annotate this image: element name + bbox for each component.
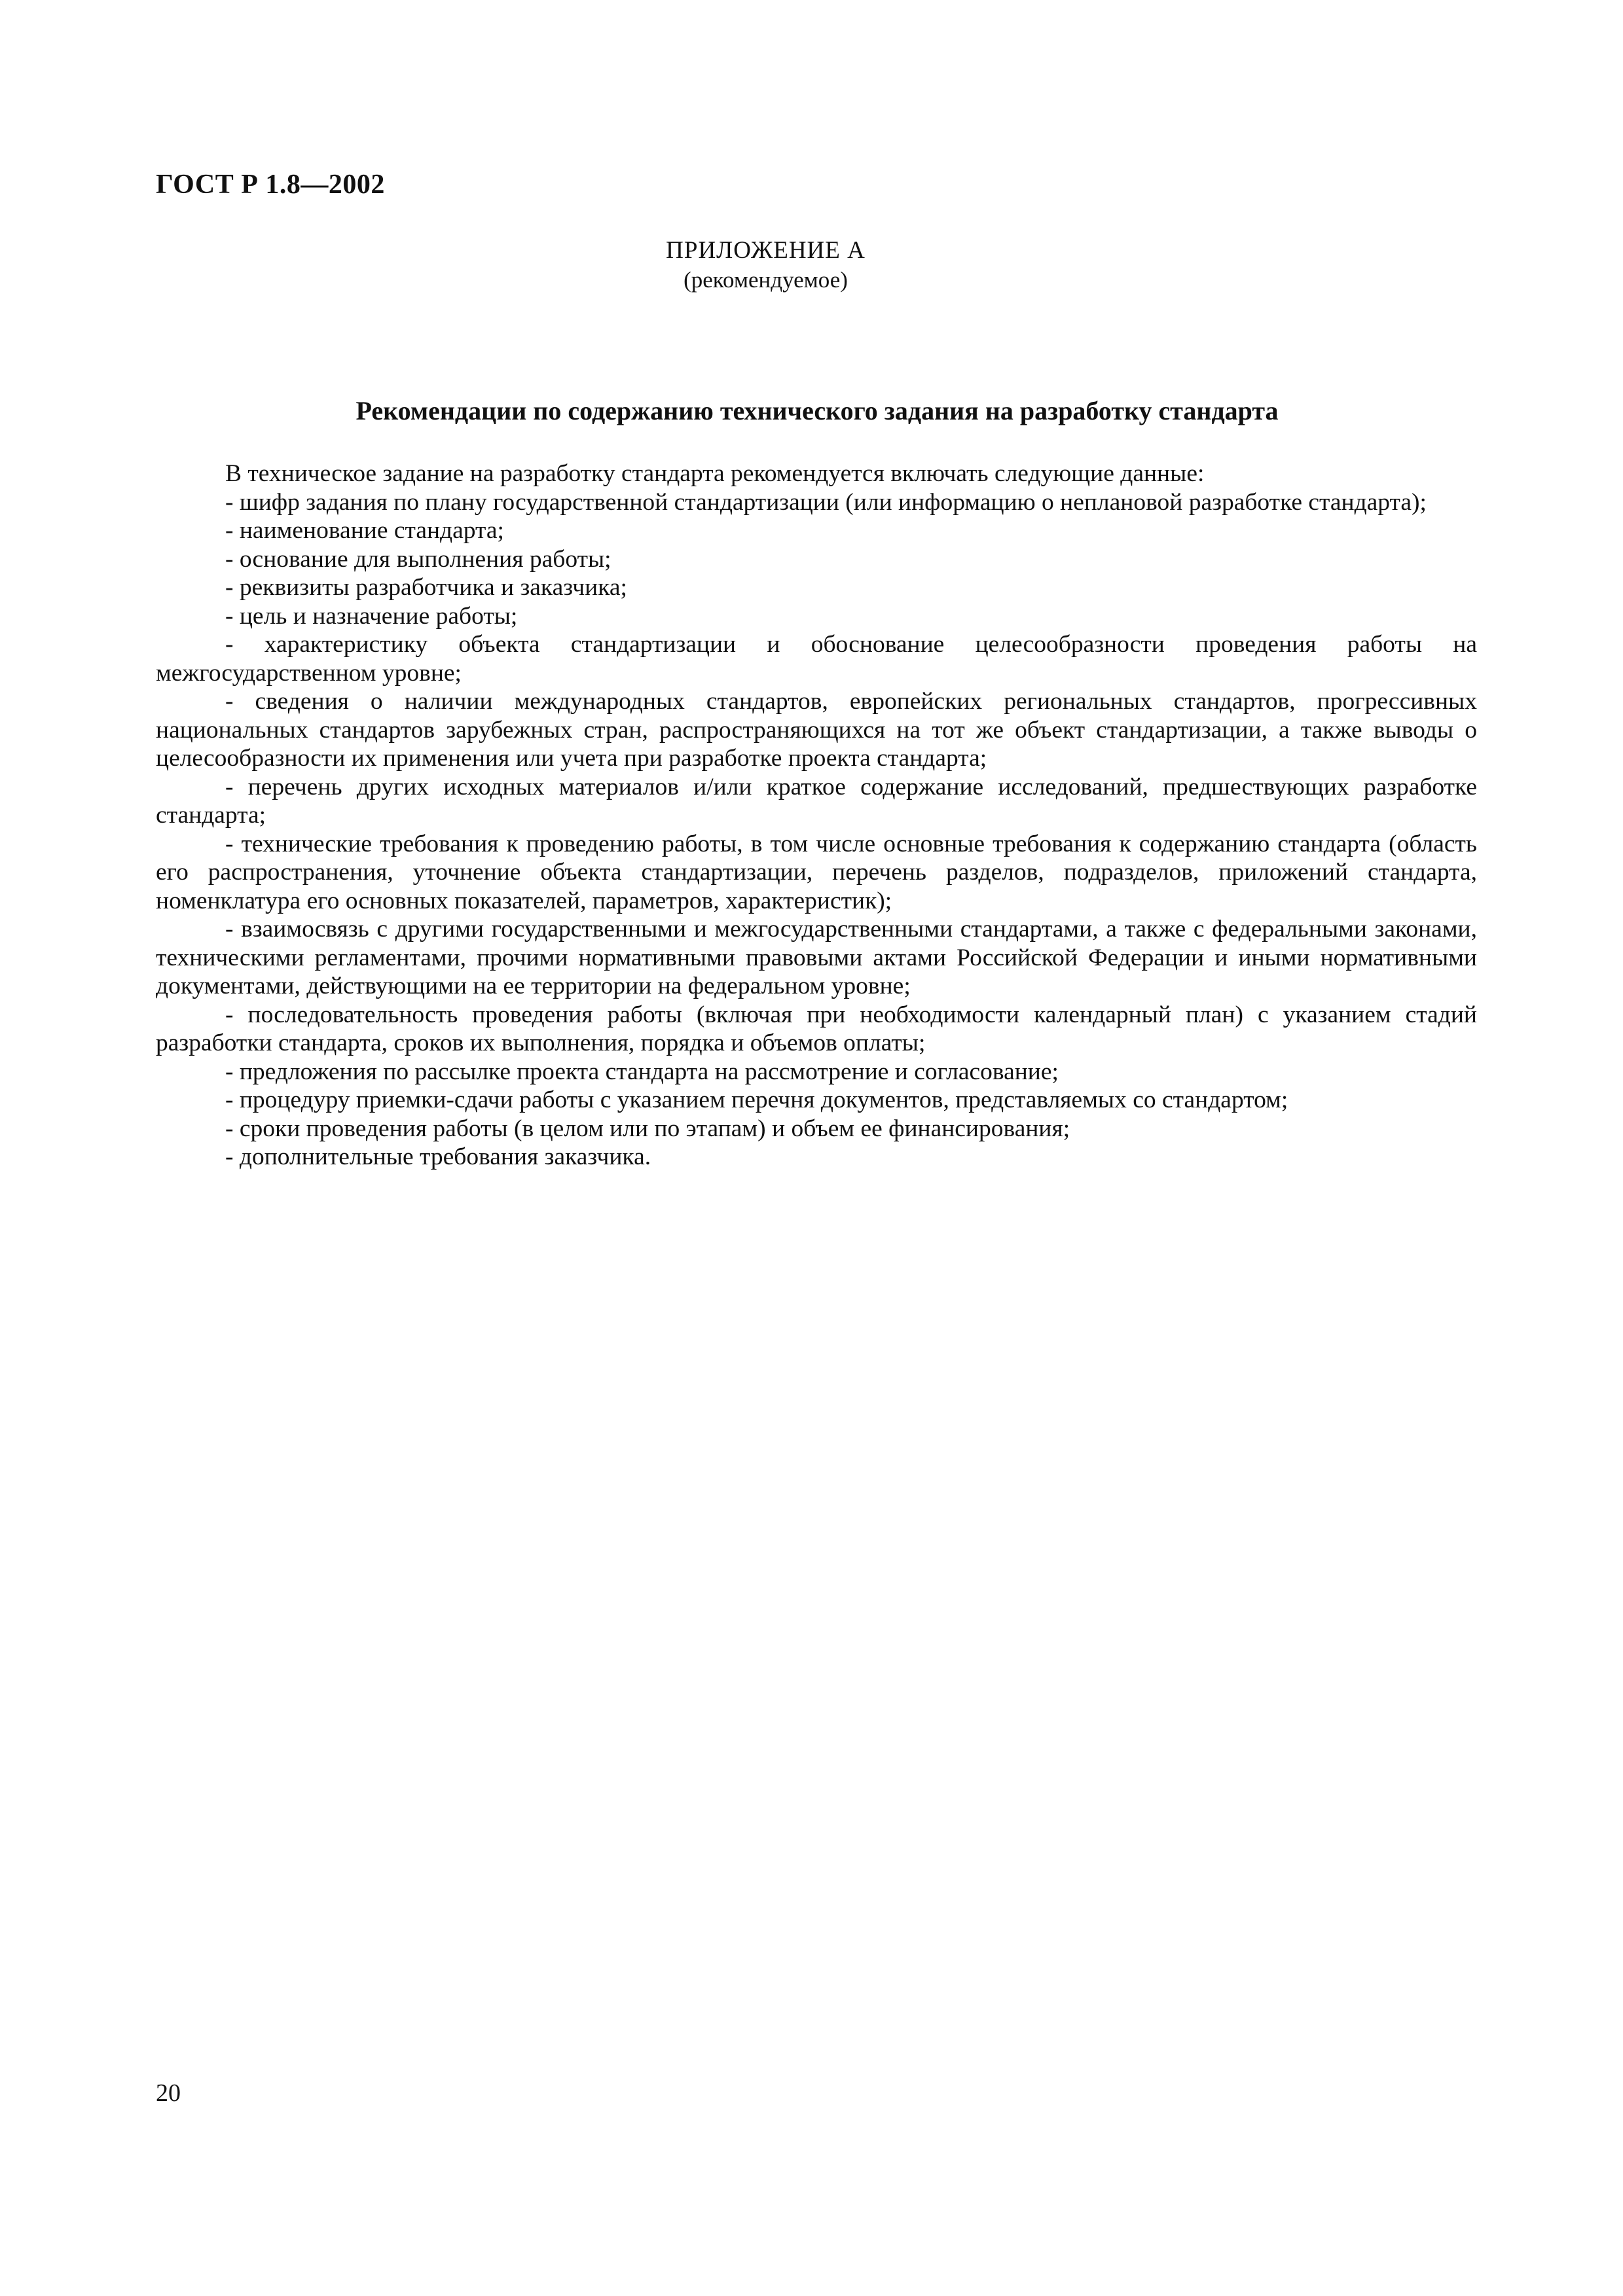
annex-title: ПРИЛОЖЕНИЕ А (666, 237, 866, 264)
list-item: - характеристику объекта стандартизации и обоснование целесообразности проведения работы на межгосударственном уровне; (156, 631, 1477, 687)
annex-heading (0, 236, 1623, 295)
annex-status-note: (рекомендуемое) (684, 267, 848, 293)
list-item: - цель и назначение работы; (225, 602, 518, 630)
list-item: - сведения о наличии международных стандартов, европейских региональных стандартов, прогрессивных национальных стандартов зарубежных стран, распространяющихся на тот же объект стандартизации, а также выводы о целесообразности их применения или учета при разработке проекта стандарта; (156, 688, 1477, 772)
section-title: Рекомендации по содержанию технического задания на разработку стандарта (356, 396, 1279, 425)
list-item: - взаимосвязь с другими государственными и межгосударственными стандартами, а также с федеральными законами, техническими регламентами, прочими нормативными правовыми актами Российской Федерации и иными нормативными документами, действующими на ее территории на федеральном уровне; (156, 916, 1477, 999)
list-item: - сроки проведения работы (в целом или по этапам) и объем ее финансирования; (225, 1115, 1070, 1142)
list-item: - реквизиты разработчика и заказчика; (225, 574, 627, 601)
recommendations-body (156, 459, 1477, 1172)
list-item: - процедуру приемки-сдачи работы с указанием перечня документов, представляемых со стандартом; (225, 1086, 1288, 1113)
list-item: - предложения по рассылке проекта стандарта на рассмотрение и согласование; (225, 1058, 1059, 1085)
list-item: - перечень других исходных материалов и/или краткое содержание исследований, предшествующих разработке стандарта; (156, 773, 1477, 829)
list-item: - наименование стандарта; (225, 517, 504, 544)
document-code: ГОСТ Р 1.8—2002 (156, 170, 385, 200)
list-item: - шифр задания по плану государственной стандартизации (или информацию о неплановой разработке стандарта); (225, 488, 1427, 516)
list-item: - дополнительные требования заказчика. (225, 1143, 651, 1170)
list-item: - последовательность проведения работы (включая при необходимости календарный план) с указанием стадий разработки стандарта, сроков их выполнения, порядка и объемов оплаты; (156, 1001, 1477, 1056)
page-number: 20 (156, 2079, 181, 2107)
list-item: - технические требования к проведению работы, в том числе основные требования к содержанию стандарта (область его распространения, уточнение объекта стандартизации, перечень разделов, подразделов, приложений стандарта, номенклатура его основных показателей, параметров, характеристик); (156, 830, 1477, 914)
list-item: - основание для выполнения работы; (225, 545, 611, 573)
intro-paragraph: В техническое задание на разработку стандарта рекомендуется включать следующие данные: (225, 460, 1205, 487)
